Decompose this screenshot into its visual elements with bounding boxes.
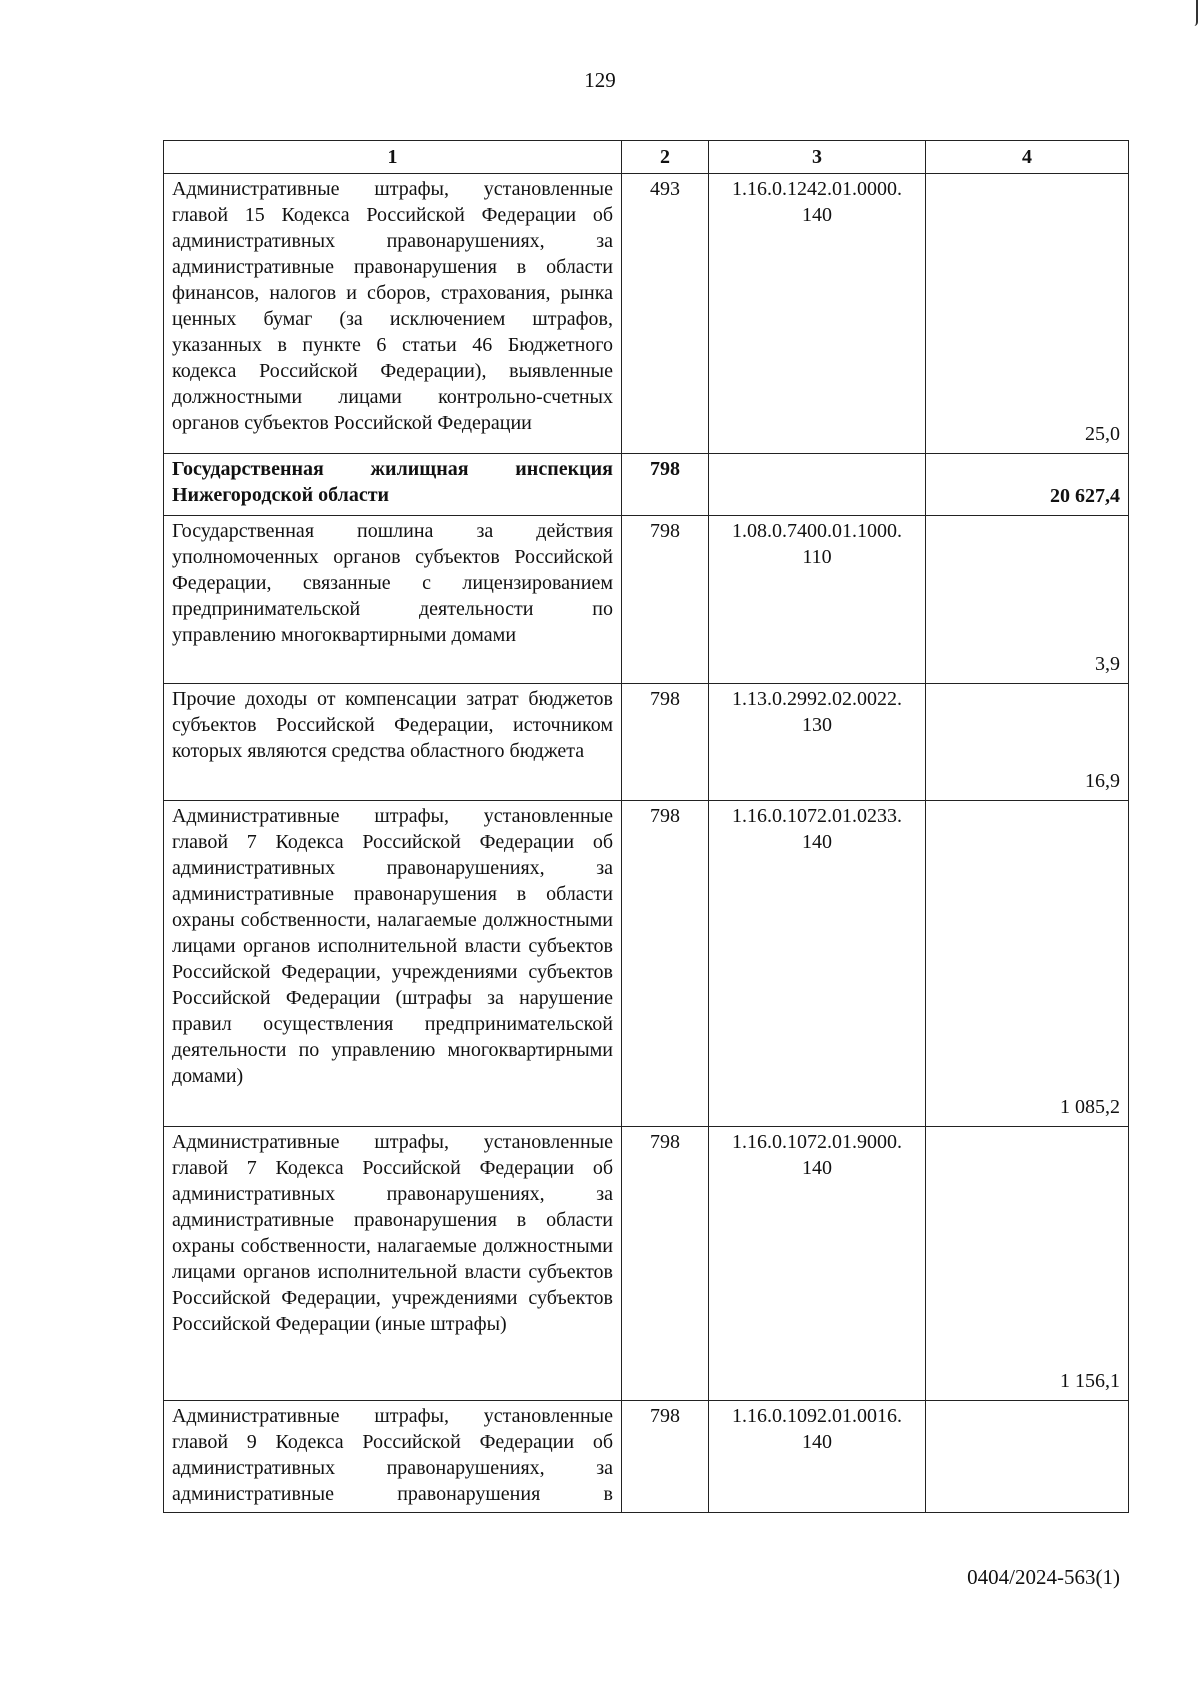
row-amount: 20 627,4 (926, 454, 1129, 516)
row-amount: 16,9 (926, 684, 1129, 801)
row-name: Прочие доходы от компенсации затрат бюджетов субъектов Российской Федерации, источником которых являются средства областного бюджета (164, 684, 622, 801)
row-admin-code: 798 (622, 516, 709, 684)
table-header-row (164, 141, 1129, 174)
table-row (164, 684, 1129, 801)
row-budget-code: 1.16.0.1242.01.0000. 140 (709, 174, 926, 454)
row-name: Административные штрафы, установленные главой 7 Кодекса Российской Федерации об административных правонарушениях, за административные правонарушения в области охраны собственности, налагаемые должностными лицами органов исполнительной власти субъектов Российской Федерации, учреждениями субъектов Российской Федерации (штрафы за нарушение правил осуществления предпринимательской деятельности по управлению многоквартирными домами) (164, 801, 622, 1127)
row-admin-code: 493 (622, 174, 709, 454)
document-registration-code: 0404/2024-563(1) (967, 1565, 1120, 1589)
page-edge-mark (1193, 0, 1198, 26)
table-row (164, 454, 1129, 516)
header-col-2: 2 (622, 141, 709, 174)
header-col-4: 4 (926, 141, 1129, 174)
revenue-table (163, 140, 1129, 1513)
row-admin-code: 798 (622, 1401, 709, 1513)
header-col-1: 1 (164, 141, 622, 174)
row-budget-code: 1.16.0.1072.01.9000. 140 (709, 1127, 926, 1401)
row-amount: 25,0 (926, 174, 1129, 454)
row-budget-code (709, 454, 926, 516)
row-name: Государственная пошлина за действия уполномоченных органов субъектов Российской Федерации, связанные с лицензированием предпринимательской деятельности по управлению многоквартирными домами (164, 516, 622, 684)
row-amount (926, 1401, 1129, 1513)
row-amount: 1 085,2 (926, 801, 1129, 1127)
row-amount: 3,9 (926, 516, 1129, 684)
table-row (164, 1401, 1129, 1513)
row-name: Государственная жилищная инспекция Нижегородской области (164, 454, 622, 516)
row-budget-code: 1.16.0.1072.01.0233. 140 (709, 801, 926, 1127)
table-row (164, 516, 1129, 684)
row-amount: 1 156,1 (926, 1127, 1129, 1401)
row-admin-code: 798 (622, 1127, 709, 1401)
row-name: Административные штрафы, установленные главой 7 Кодекса Российской Федерации об административных правонарушениях, за административные правонарушения в области охраны собственности, налагаемые должностными лицами органов исполнительной власти субъектов Российской Федерации, учреждениями субъектов Российской Федерации (иные штрафы) (164, 1127, 622, 1401)
row-budget-code: 1.13.0.2992.02.0022. 130 (709, 684, 926, 801)
table-row (164, 174, 1129, 454)
row-budget-code: 1.08.0.7400.01.1000. 110 (709, 516, 926, 684)
row-admin-code: 798 (622, 684, 709, 801)
table-row (164, 801, 1129, 1127)
row-admin-code: 798 (622, 454, 709, 516)
table-row (164, 1127, 1129, 1401)
row-admin-code: 798 (622, 801, 709, 1127)
row-name: Административные штрафы, установленные главой 9 Кодекса Российской Федерации об административных правонарушениях, за административные правонарушения в (164, 1401, 622, 1513)
row-name: Административные штрафы, установленные главой 15 Кодекса Российской Федерации об административных правонарушениях, за административные правонарушения в области финансов, налогов и сборов, страхования, рынка ценных бумаг (за исключением штрафов, указанных в пункте 6 статьи 46 Бюджетного кодекса Российской Федерации), выявленные должностными лицами контрольно-счетных органов субъектов Российской Федерации (164, 174, 622, 454)
header-col-3: 3 (709, 141, 926, 174)
row-budget-code: 1.16.0.1092.01.0016. 140 (709, 1401, 926, 1513)
page-number: 129 (584, 68, 616, 92)
